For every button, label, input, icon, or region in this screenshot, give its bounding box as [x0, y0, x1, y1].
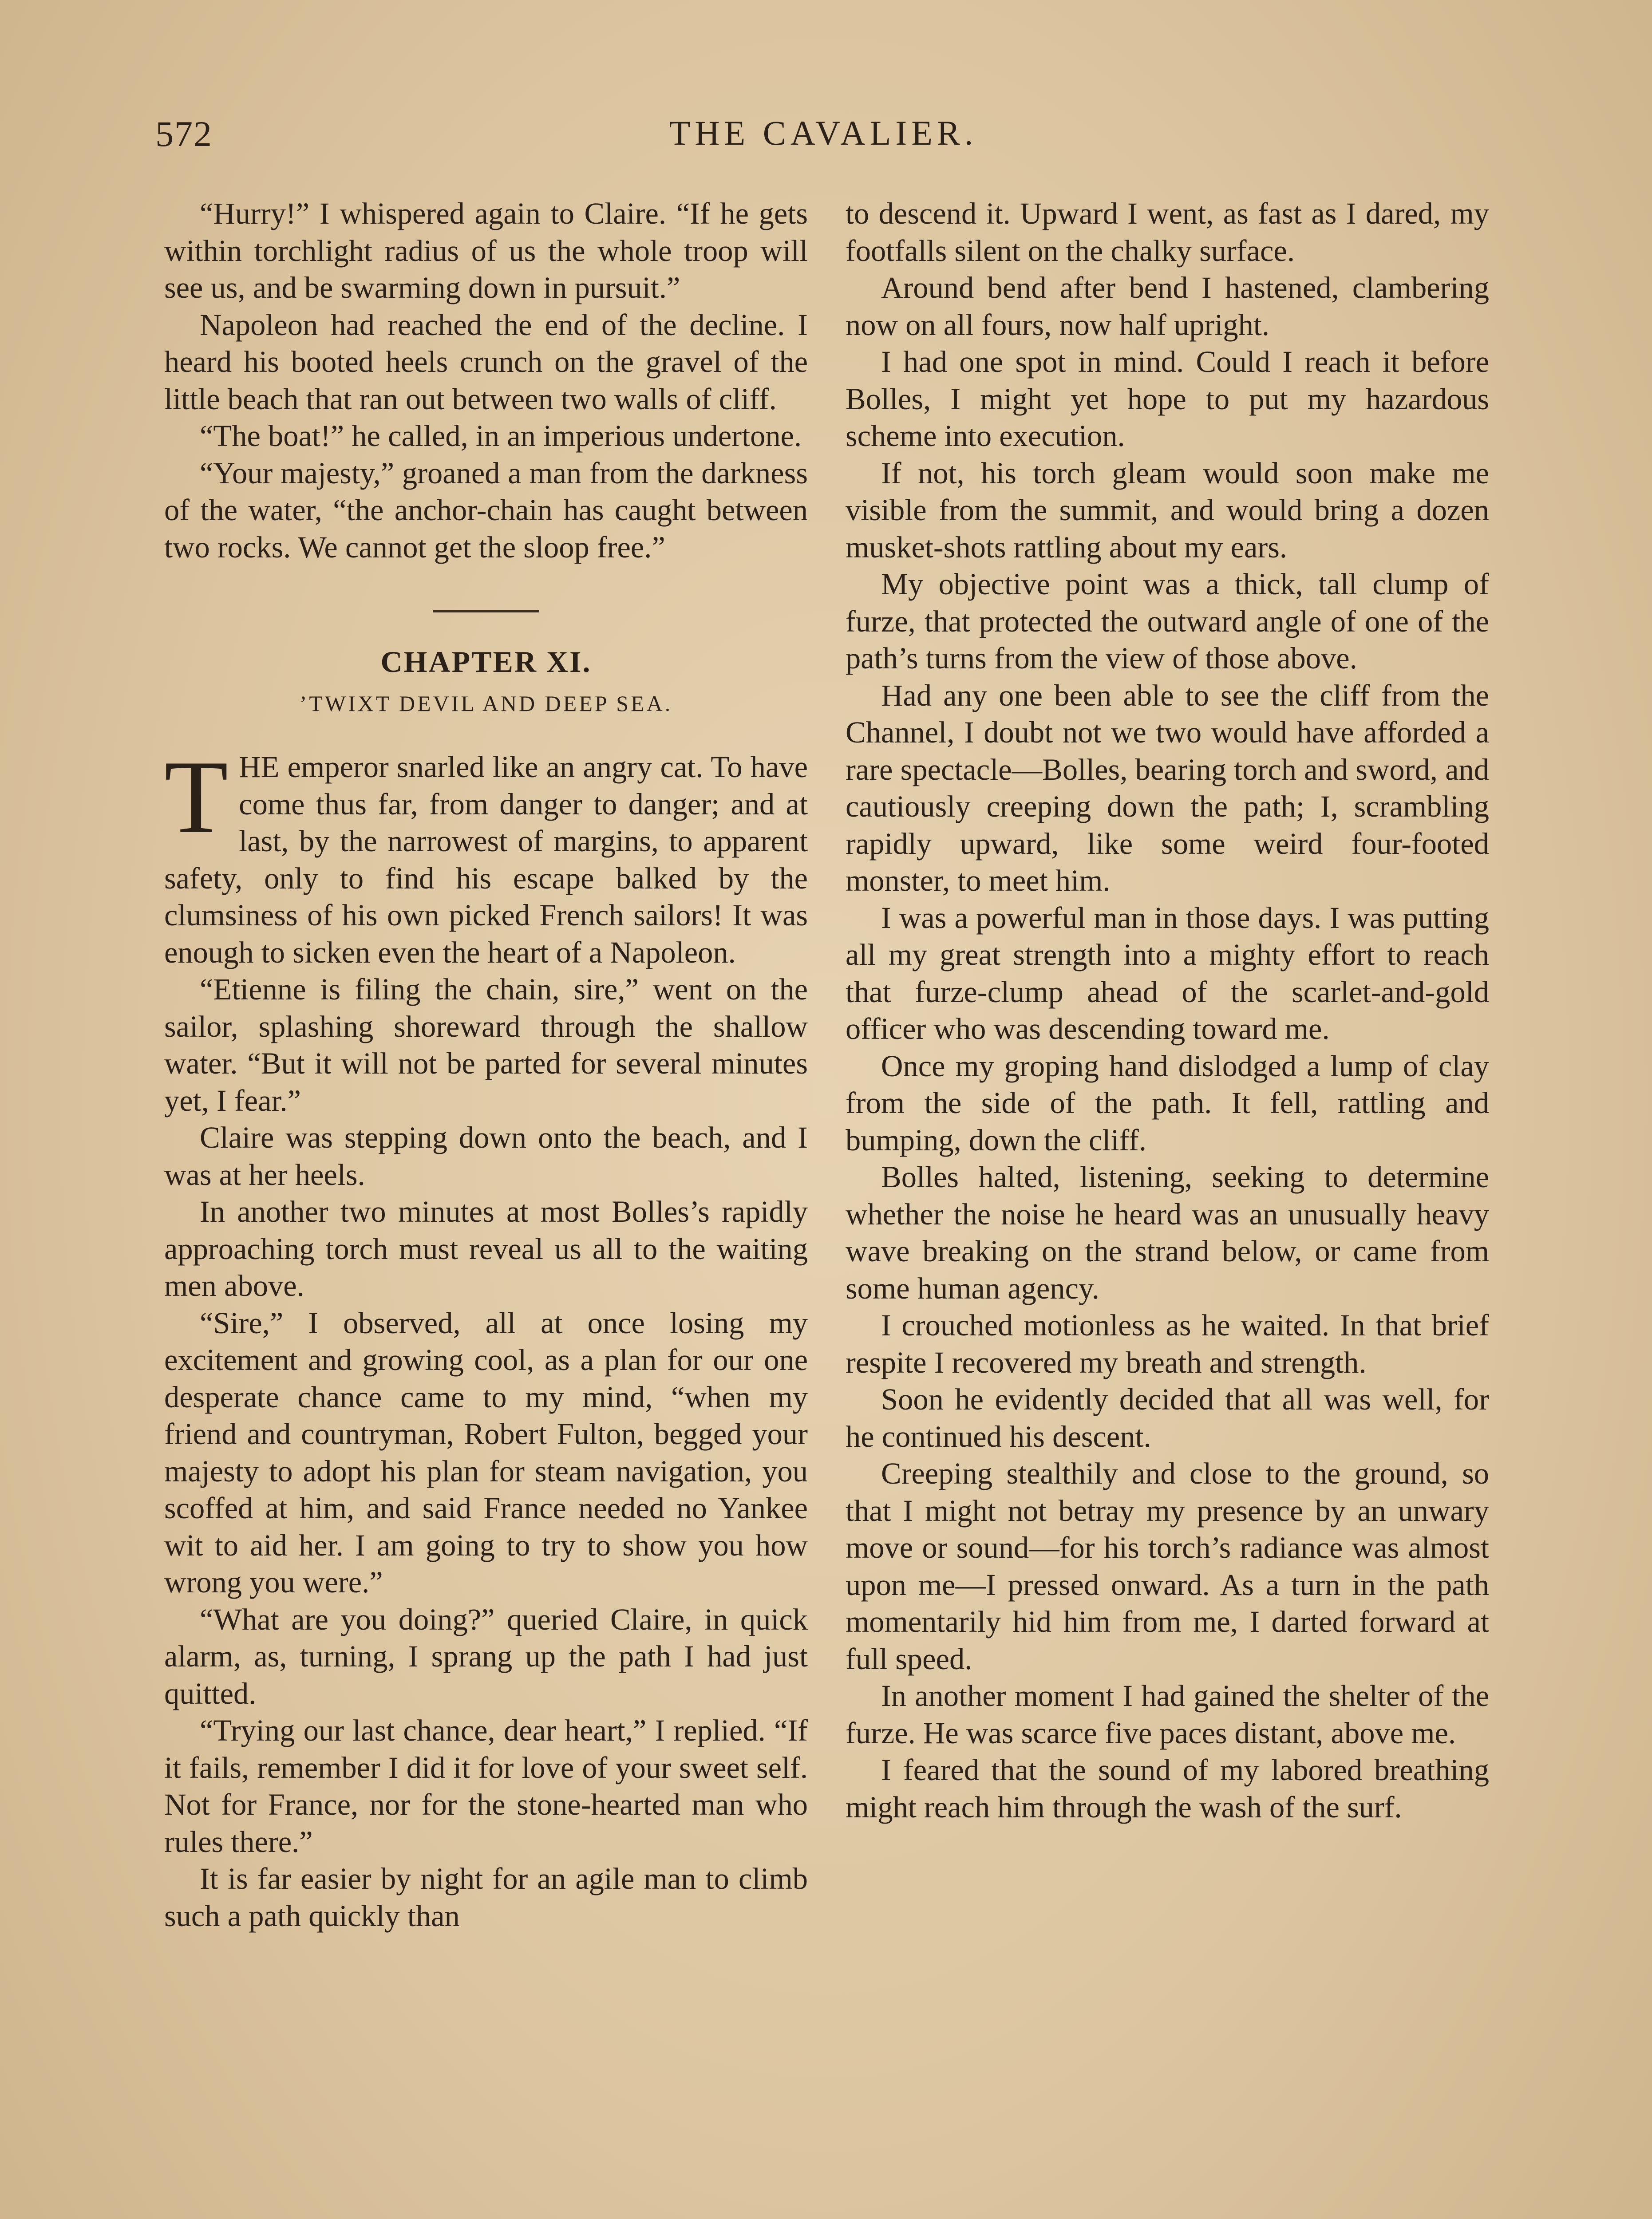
page-number: 572 — [155, 114, 213, 154]
left-column — [164, 195, 808, 1935]
chapter-title: CHAPTER XI. — [380, 645, 592, 679]
paragraph: to descend it. Upward I went, as fast as I dared, my footfalls silent on the chalky surface. — [846, 197, 1489, 268]
opening-paragraph — [164, 739, 808, 971]
section-divider — [433, 610, 539, 612]
paragraph: Once my groping hand dislodged a lump of clay from the side of the path. It fell, rattling and bumping, down the cliff. — [846, 1049, 1489, 1157]
paragraph: “The boat!” he called, in an imperious undertone. — [200, 419, 802, 453]
paragraph: In another two minutes at most Bolles’s rapidly approaching torch must reveal us all to the waiting men above. — [164, 1195, 808, 1303]
paragraph: In another moment I had gained the shelter of the furze. He was scarce five paces distant, above me. — [846, 1679, 1489, 1750]
paragraph: “Etienne is filing the chain, sire,” went on the sailor, splashing shoreward through the shallow water. “But it will not be parted for several minutes yet, I fear.” — [164, 972, 808, 1117]
page-header — [155, 113, 1491, 166]
paragraph: I feared that the sound of my labored breathing might reach him through the wash of the surf. — [846, 1753, 1489, 1824]
paragraph: Bolles halted, listening, seeking to determine whether the noise he heard was an unusually heavy wave breaking on the strand below, or came from some human agency. — [846, 1160, 1489, 1305]
right-column — [846, 195, 1489, 1826]
paragraph: Had any one been able to see the cliff from the Channel, I doubt not we two would have afforded a rare spectacle—Bolles, bearing torch and sword, and cautiously creeping down the path; I, scrambling rapidly upward, like some weird four-footed monster, to meet him. — [846, 678, 1489, 897]
chapter-subtitle: ’TWIXT DEVIL AND DEEP SEA. — [299, 691, 673, 716]
paragraph: Around bend after bend I hastened, clambering now on all fours, now half upright. — [846, 271, 1489, 342]
paragraph: “Your majesty,” groaned a man from the darkness of the water, “the anchor-chain has caught between two rocks. We cannot get the sloop free.” — [164, 456, 808, 564]
paragraph: Creeping stealthily and close to the ground, so that I might not betray my presence by an unwary move or sound—for his torch’s radiance was almost upon me—I pressed onward. As a turn in the path momentarily hid him from me, I darted forward at full speed. — [846, 1457, 1489, 1676]
paragraph: It is far easier by night for an agile man to climb such a path quickly than — [164, 1862, 808, 1933]
paragraph: Napoleon had reached the end of the decline. I heard his booted heels crunch on the gravel of the little beach that ran out between two walls of cliff. — [164, 308, 808, 416]
opening-paragraph-text: HE emperor snarled like an angry cat. To have come thus far, from danger to danger; and at last, by the narrowest of margins, to apparent safety, only to find his escape balked by the clumsiness of his own picked French sailors! It was enough to sicken even the heart of a Napoleon. — [164, 750, 808, 969]
paragraph: Claire was stepping down onto the beach, and I was at her heels. — [164, 1121, 808, 1192]
paragraph: “Sire,” I observed, all at once losing my excitement and growing cool, as a plan for our one desperate chance came to my mind, “when my friend and countryman, Robert Fulton, begged your majesty to adopt his plan for steam navigation, you scoffed at him, and said France needed no Yankee wit to aid her. I am going to try to show you how wrong you were.” — [164, 1306, 808, 1599]
drop-cap: T — [164, 739, 229, 855]
paragraph: I was a powerful man in those days. I was putting all my great strength into a mighty effort to reach that furze-clump ahead of the scarlet-and-gold officer who was descending toward me. — [846, 900, 1489, 1046]
paragraph: Soon he evidently decided that all was well, for he continued his descent. — [846, 1382, 1489, 1453]
paragraph: “Trying our last chance, dear heart,” I replied. “If it fails, remember I did it for love of your sweet self. Not for France, nor for the stone-hearted man who rules there.” — [164, 1714, 808, 1859]
paragraph: “What are you doing?” queried Claire, in quick alarm, as, turning, I sprang up the path I had just quitted. — [164, 1602, 808, 1710]
paragraph: If not, his torch gleam would soon make me visible from the summit, and would bring a dozen musket-shots rattling about my ears. — [846, 456, 1489, 564]
paragraph: I crouched motionless as he waited. In that brief respite I recovered my breath and strength. — [846, 1308, 1489, 1379]
paragraph: I had one spot in mind. Could I reach it before Bolles, I might yet hope to put my hazardous scheme into execution. — [846, 345, 1489, 453]
paragraph: “Hurry!” I whispered again to Claire. “If he gets within torchlight radius of us the whole troop will see us, and be swarming down in pursuit.” — [164, 197, 808, 304]
paragraph: My objective point was a thick, tall clump of furze, that protected the outward angle of one of the path’s turns from the view of those above. — [846, 567, 1489, 675]
running-title: THE CAVALIER. — [669, 114, 978, 152]
